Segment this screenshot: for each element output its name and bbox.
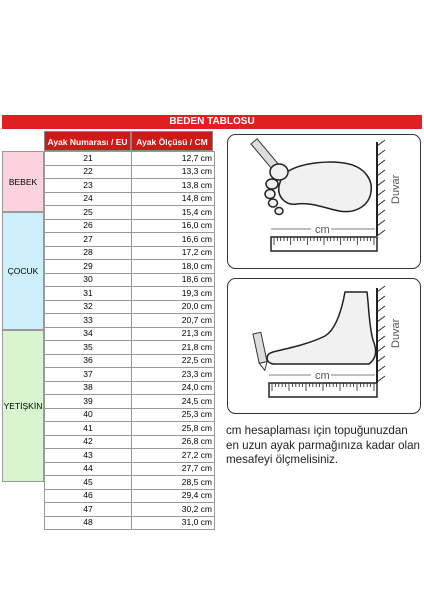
eu-size-cell: 30	[45, 273, 132, 287]
cm-length-cell: 19,3 cm	[132, 287, 215, 301]
eu-size-cell: 45	[45, 476, 132, 490]
cm-length-cell: 12,7 cm	[132, 152, 215, 166]
cm-length-cell: 31,0 cm	[132, 516, 215, 530]
cm-length-cell: 23,3 cm	[132, 368, 215, 382]
cm-length-cell: 29,4 cm	[132, 489, 215, 503]
table-row	[45, 408, 215, 422]
cm-length-cell: 21,3 cm	[132, 327, 215, 341]
table-row	[45, 233, 215, 247]
cm-length-cell: 25,8 cm	[132, 422, 215, 436]
eu-size-cell: 23	[45, 179, 132, 193]
cm-length-cell: 13,3 cm	[132, 165, 215, 179]
eu-size-cell: 27	[45, 233, 132, 247]
cm-length-cell: 30,2 cm	[132, 503, 215, 517]
ruler-label-bottom: cm	[315, 370, 330, 382]
eu-size-cell: 38	[45, 381, 132, 395]
cm-length-cell: 14,8 cm	[132, 192, 215, 206]
cm-length-cell: 16,6 cm	[132, 233, 215, 247]
eu-size-cell: 37	[45, 368, 132, 382]
cm-length-cell: 17,2 cm	[132, 246, 215, 260]
table-row	[45, 260, 215, 274]
size-chart-title: BEDEN TABLOSU	[2, 115, 422, 129]
eu-size-cell: 26	[45, 219, 132, 233]
eu-size-cell: 24	[45, 192, 132, 206]
table-row	[45, 354, 215, 368]
ruler-label-top: cm	[315, 224, 330, 236]
eu-size-cell: 28	[45, 246, 132, 260]
eu-size-cell: 43	[45, 449, 132, 463]
note-line: en uzun ayak parmağınıza kadar olan	[226, 438, 420, 452]
table-row	[45, 435, 215, 449]
eu-size-cell: 31	[45, 287, 132, 301]
eu-size-cell: 40	[45, 408, 132, 422]
cm-length-cell: 25,3 cm	[132, 408, 215, 422]
table-row	[45, 503, 215, 517]
cm-length-cell: 27,7 cm	[132, 462, 215, 476]
table-row	[45, 165, 215, 179]
table-row	[45, 246, 215, 260]
eu-size-cell: 35	[45, 341, 132, 355]
table-row	[45, 422, 215, 436]
cm-length-cell: 22,5 cm	[132, 354, 215, 368]
eu-size-cell: 34	[45, 327, 132, 341]
table-row	[45, 314, 215, 328]
table-row	[45, 152, 215, 166]
table-row	[45, 368, 215, 382]
eu-size-cell: 39	[45, 395, 132, 409]
table-row	[45, 462, 215, 476]
table-row	[45, 489, 215, 503]
cm-length-cell: 24,0 cm	[132, 381, 215, 395]
group-yetiskin: YETİŞKİN	[2, 330, 44, 482]
eu-size-cell: 42	[45, 435, 132, 449]
group-bebek: BEBEK	[2, 151, 44, 212]
eu-size-cell: 46	[45, 489, 132, 503]
cm-length-cell: 20,7 cm	[132, 314, 215, 328]
table-row	[45, 395, 215, 409]
cm-length-cell: 16,0 cm	[132, 219, 215, 233]
table-row	[45, 179, 215, 193]
cm-length-cell: 28,5 cm	[132, 476, 215, 490]
table-row	[45, 300, 215, 314]
cm-length-cell: 15,4 cm	[132, 206, 215, 220]
table-row	[45, 476, 215, 490]
eu-size-cell: 36	[45, 354, 132, 368]
table-row	[45, 516, 215, 530]
measurement-note	[226, 424, 424, 468]
table-row	[45, 449, 215, 463]
size-table	[44, 151, 215, 530]
cm-length-cell: 24,5 cm	[132, 395, 215, 409]
eu-size-cell: 47	[45, 503, 132, 517]
cm-length-cell: 21,8 cm	[132, 341, 215, 355]
wall-label-bottom: Duvar	[390, 318, 402, 348]
eu-size-cell: 44	[45, 462, 132, 476]
foot-side-illustration	[227, 278, 421, 414]
foot-sole-illustration	[227, 134, 421, 269]
eu-size-cell: 21	[45, 152, 132, 166]
eu-size-cell: 33	[45, 314, 132, 328]
header-cm: Ayak Ölçüsü / CM	[131, 131, 213, 151]
cm-length-cell: 13,8 cm	[132, 179, 215, 193]
eu-size-cell: 22	[45, 165, 132, 179]
cm-length-cell: 18,6 cm	[132, 273, 215, 287]
note-line: cm hesaplaması için topuğunuzdan	[226, 424, 408, 437]
eu-size-cell: 48	[45, 516, 132, 530]
table-row	[45, 327, 215, 341]
table-row	[45, 287, 215, 301]
eu-size-cell: 41	[45, 422, 132, 436]
cm-length-cell: 26,8 cm	[132, 435, 215, 449]
wall-label-top: Duvar	[390, 174, 402, 204]
table-row	[45, 192, 215, 206]
eu-size-cell: 32	[45, 300, 132, 314]
group-cocuk: ÇOCUK	[2, 212, 44, 330]
table-row	[45, 381, 215, 395]
cm-length-cell: 27,2 cm	[132, 449, 215, 463]
table-row	[45, 219, 215, 233]
table-row	[45, 206, 215, 220]
cm-length-cell: 20,0 cm	[132, 300, 215, 314]
cm-length-cell: 18,0 cm	[132, 260, 215, 274]
eu-size-cell: 29	[45, 260, 132, 274]
table-row	[45, 341, 215, 355]
header-eu: Ayak Numarası / EU	[44, 131, 131, 151]
table-row	[45, 273, 215, 287]
eu-size-cell: 25	[45, 206, 132, 220]
note-line: mesafeyi ölçmelisiniz.	[226, 453, 339, 466]
